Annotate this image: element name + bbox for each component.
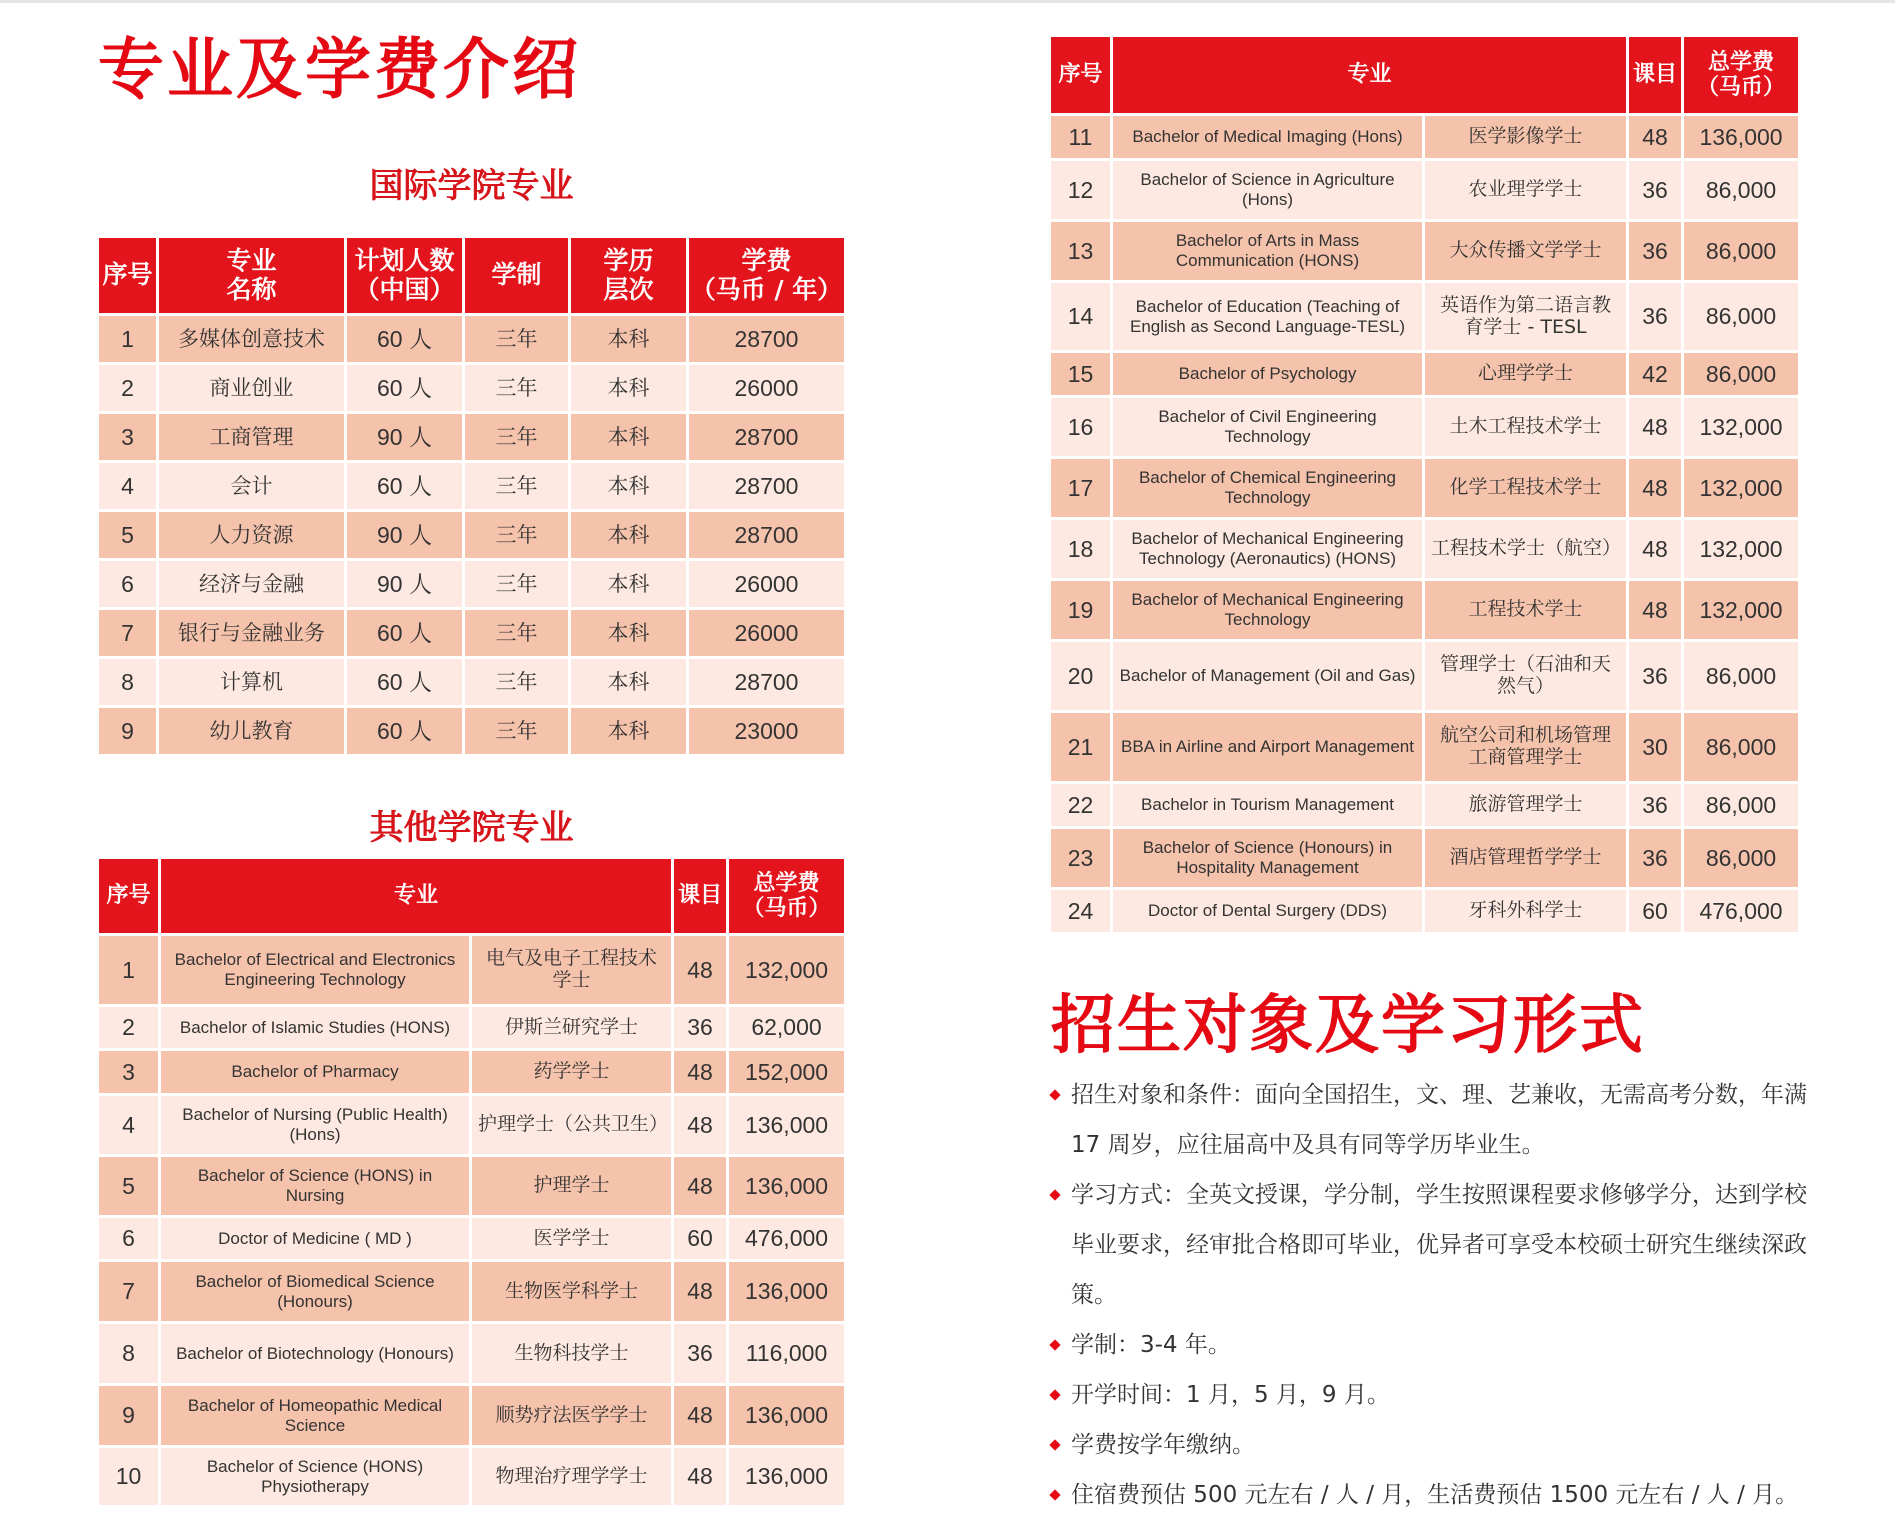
cell-courses: 48: [1629, 520, 1684, 581]
cell-major-en: Doctor of Medicine ( MD ): [161, 1218, 472, 1262]
table-row: [99, 561, 844, 610]
cell-major-en: Bachelor of Education (Teaching of English as Second Language-TESL): [1113, 283, 1425, 353]
cell-courses: 48: [1629, 116, 1684, 161]
cell-major-en: Bachelor of Islamic Studies (HONS): [161, 1007, 472, 1051]
cell-courses: 60: [674, 1218, 729, 1262]
cell-index: 3: [99, 414, 159, 463]
cell-major-cn: 土木工程技术学士: [1425, 398, 1629, 459]
cell-tuition: 28700: [689, 659, 844, 708]
cell-major-en: BBA in Airline and Airport Management: [1113, 713, 1425, 784]
cell-major-name: 计算机: [159, 659, 347, 708]
cell-tuition: 28700: [689, 414, 844, 463]
cell-tuition: 28700: [689, 512, 844, 561]
header-index: 序号: [99, 859, 161, 936]
cell-courses: 36: [1629, 784, 1684, 829]
international-programs-table: [99, 238, 844, 757]
cell-duration: 三年: [465, 708, 571, 757]
admission-item-text: 开学时间：1 月，5 月，9 月。: [1071, 1382, 1390, 1408]
cell-index: 23: [1051, 829, 1113, 890]
cell-total-fee: 136,000: [729, 1157, 844, 1218]
table-row: [1051, 161, 1798, 222]
table-row: [1051, 829, 1798, 890]
cell-total-fee: 136,000: [729, 1448, 844, 1508]
cell-major-en: Doctor of Dental Surgery (DDS): [1113, 890, 1425, 935]
cell-total-fee: 132,000: [729, 936, 844, 1007]
cell-total-fee: 136,000: [729, 1262, 844, 1324]
header-index: 序号: [99, 238, 159, 316]
table-row: [99, 936, 844, 1007]
cell-major-en: Bachelor of Mechanical Engineering Technology: [1113, 581, 1425, 642]
cell-index: 21: [1051, 713, 1113, 784]
cell-major-name: 工商管理: [159, 414, 347, 463]
cell-degree-level: 本科: [571, 316, 689, 365]
admission-item: [1051, 1070, 1811, 1170]
cell-courses: 36: [1629, 642, 1684, 713]
table-row: [99, 1007, 844, 1051]
cell-index: 19: [1051, 581, 1113, 642]
cell-total-fee: 116,000: [729, 1324, 844, 1386]
cell-plan-count: 90 人: [347, 512, 465, 561]
header-total-fee: 总学费 （马币）: [1684, 37, 1798, 116]
bullet-diamond-icon: [1049, 1089, 1060, 1100]
cell-index: 8: [99, 1324, 161, 1386]
cell-total-fee: 86,000: [1684, 283, 1798, 353]
cell-degree-level: 本科: [571, 561, 689, 610]
table-row: [1051, 713, 1798, 784]
cell-major-cn: 工程技术学士: [1425, 581, 1629, 642]
cell-major-en: Bachelor of Electrical and Electronics Engineering Technology: [161, 936, 472, 1007]
cell-duration: 三年: [465, 561, 571, 610]
table-row: [99, 1096, 844, 1157]
cell-major-name: 幼儿教育: [159, 708, 347, 757]
cell-major-name: 会计: [159, 463, 347, 512]
cell-major-cn: 伊斯兰研究学士: [472, 1007, 674, 1051]
cell-plan-count: 60 人: [347, 316, 465, 365]
cell-index: 5: [99, 1157, 161, 1218]
table-row: [99, 463, 844, 512]
cell-plan-count: 60 人: [347, 463, 465, 512]
cell-major-cn: 顺势疗法医学学士: [472, 1386, 674, 1448]
cell-major-en: Bachelor of Nursing (Public Health) (Hons): [161, 1096, 472, 1157]
cell-degree-level: 本科: [571, 610, 689, 659]
table-row: [99, 414, 844, 463]
table-row: [1051, 520, 1798, 581]
cell-index: 14: [1051, 283, 1113, 353]
bullet-diamond-icon: [1049, 1439, 1060, 1450]
cell-tuition: 28700: [689, 463, 844, 512]
bullet-diamond-icon: [1049, 1189, 1060, 1200]
cell-index: 3: [99, 1051, 161, 1096]
admission-item: [1051, 1370, 1811, 1420]
cell-courses: 36: [1629, 161, 1684, 222]
cell-plan-count: 60 人: [347, 659, 465, 708]
admission-item-text: 学习方式：全英文授课，学分制，学生按照课程要求修够学分，达到学校毕业要求，经审批合格即可毕业，优异者可享受本校硕士研究生继续深政策。: [1071, 1182, 1807, 1308]
cell-courses: 48: [1629, 398, 1684, 459]
cell-plan-count: 60 人: [347, 610, 465, 659]
table-row: [99, 708, 844, 757]
cell-major-en: Bachelor of Pharmacy: [161, 1051, 472, 1096]
cell-total-fee: 86,000: [1684, 222, 1798, 283]
cell-courses: 36: [1629, 283, 1684, 353]
cell-courses: 48: [674, 1051, 729, 1096]
cell-total-fee: 86,000: [1684, 829, 1798, 890]
cell-index: 5: [99, 512, 159, 561]
cell-courses: 48: [674, 1262, 729, 1324]
cell-duration: 三年: [465, 463, 571, 512]
table-row: [1051, 459, 1798, 520]
cell-index: 20: [1051, 642, 1113, 713]
cell-major-cn: 药学学士: [472, 1051, 674, 1096]
cell-index: 8: [99, 659, 159, 708]
cell-index: 22: [1051, 784, 1113, 829]
cell-tuition: 28700: [689, 316, 844, 365]
cell-duration: 三年: [465, 365, 571, 414]
cell-major-name: 经济与金融: [159, 561, 347, 610]
cell-major-cn: 医学学士: [472, 1218, 674, 1262]
cell-index: 13: [1051, 222, 1113, 283]
header-plan-count: 计划人数 （中国）: [347, 238, 465, 316]
cell-total-fee: 136,000: [729, 1386, 844, 1448]
cell-index: 24: [1051, 890, 1113, 935]
cell-total-fee: 476,000: [729, 1218, 844, 1262]
cell-major-cn: 心理学学士: [1425, 353, 1629, 398]
header-degree-level: 学历 层次: [571, 238, 689, 316]
cell-index: 12: [1051, 161, 1113, 222]
page-title: 专业及学费介绍: [98, 31, 581, 108]
cell-index: 6: [99, 561, 159, 610]
cell-total-fee: 132,000: [1684, 520, 1798, 581]
cell-index: 7: [99, 1262, 161, 1324]
cell-major-cn: 航空公司和机场管理工商管理学士: [1425, 713, 1629, 784]
cell-index: 1: [99, 316, 159, 365]
cell-index: 2: [99, 365, 159, 414]
cell-degree-level: 本科: [571, 659, 689, 708]
cell-index: 7: [99, 610, 159, 659]
cell-major-en: Bachelor of Chemical Engineering Technology: [1113, 459, 1425, 520]
cell-index: 6: [99, 1218, 161, 1262]
cell-major-cn: 旅游管理学士: [1425, 784, 1629, 829]
cell-major-en: Bachelor of Arts in Mass Communication (HONS): [1113, 222, 1425, 283]
cell-duration: 三年: [465, 512, 571, 561]
cell-duration: 三年: [465, 610, 571, 659]
cell-total-fee: 136,000: [1684, 116, 1798, 161]
cell-index: 9: [99, 1386, 161, 1448]
admission-item-text: 学制：3-4 年。: [1071, 1332, 1231, 1358]
table-header-row: [1051, 37, 1798, 116]
cell-degree-level: 本科: [571, 512, 689, 561]
admission-item: [1051, 1170, 1811, 1320]
bullet-diamond-icon: [1049, 1489, 1060, 1500]
cell-index: 15: [1051, 353, 1113, 398]
cell-index: 11: [1051, 116, 1113, 161]
table-row: [1051, 222, 1798, 283]
cell-courses: 36: [1629, 829, 1684, 890]
table-row: [99, 1324, 844, 1386]
cell-major-en: Bachelor of Medical Imaging (Hons): [1113, 116, 1425, 161]
cell-duration: 三年: [465, 316, 571, 365]
cell-major-cn: 护理学士（公共卫生）: [472, 1096, 674, 1157]
cell-plan-count: 60 人: [347, 708, 465, 757]
cell-courses: 48: [674, 1448, 729, 1508]
cell-total-fee: 86,000: [1684, 161, 1798, 222]
table-row: [99, 1448, 844, 1508]
header-courses: 课目: [1629, 37, 1684, 116]
cell-total-fee: 152,000: [729, 1051, 844, 1096]
cell-plan-count: 90 人: [347, 414, 465, 463]
table-header-row: [99, 859, 844, 936]
other-section-title: 其他学院专业: [369, 808, 574, 848]
cell-major-cn: 酒店管理哲学学士: [1425, 829, 1629, 890]
cell-total-fee: 62,000: [729, 1007, 844, 1051]
cell-index: 4: [99, 463, 159, 512]
other-programs-table: [99, 859, 844, 1508]
cell-plan-count: 60 人: [347, 365, 465, 414]
cell-major-name: 人力资源: [159, 512, 347, 561]
cell-index: 17: [1051, 459, 1113, 520]
table-row: [1051, 116, 1798, 161]
cell-courses: 36: [1629, 222, 1684, 283]
header-index: 序号: [1051, 37, 1113, 116]
table-row: [99, 1386, 844, 1448]
cell-courses: 48: [1629, 459, 1684, 520]
cell-major-en: Bachelor of Science in Agriculture (Hons): [1113, 161, 1425, 222]
cell-total-fee: 86,000: [1684, 784, 1798, 829]
admission-item: [1051, 1470, 1811, 1518]
cell-index: 10: [99, 1448, 161, 1508]
table-row: [99, 659, 844, 708]
international-section-title: 国际学院专业: [369, 166, 574, 206]
cell-major-cn: 工程技术学士（航空）: [1425, 520, 1629, 581]
cell-major-cn: 电气及电子工程技术学士: [472, 936, 674, 1007]
cell-duration: 三年: [465, 414, 571, 463]
table-row: [99, 365, 844, 414]
cell-major-en: Bachelor of Civil Engineering Technology: [1113, 398, 1425, 459]
cell-major-name: 商业创业: [159, 365, 347, 414]
cell-major-cn: 农业理学学士: [1425, 161, 1629, 222]
cell-major-en: Bachelor of Science (HONS) Physiotherapy: [161, 1448, 472, 1508]
cell-total-fee: 132,000: [1684, 459, 1798, 520]
admission-item-text: 住宿费预估 500 元左右 / 人 / 月，生活费预估 1500 元左右 / 人 / 月。: [1071, 1482, 1799, 1508]
cell-degree-level: 本科: [571, 708, 689, 757]
cell-major-cn: 物理治疗理学学士: [472, 1448, 674, 1508]
cell-major-cn: 生物科技学士: [472, 1324, 674, 1386]
cell-degree-level: 本科: [571, 365, 689, 414]
header-major: 专业: [161, 859, 674, 936]
cell-major-en: Bachelor of Homeopathic Medical Science: [161, 1386, 472, 1448]
cell-degree-level: 本科: [571, 463, 689, 512]
cell-courses: 48: [674, 1096, 729, 1157]
admission-item-text: 招生对象和条件：面向全国招生，文、理、艺兼收，无需高考分数，年满 17 周岁，应往届高中及具有同等学历毕业生。: [1071, 1082, 1807, 1158]
cell-index: 16: [1051, 398, 1113, 459]
cell-courses: 48: [674, 936, 729, 1007]
cell-courses: 30: [1629, 713, 1684, 784]
cell-total-fee: 136,000: [729, 1096, 844, 1157]
table-row: [1051, 283, 1798, 353]
cell-duration: 三年: [465, 659, 571, 708]
cell-degree-level: 本科: [571, 414, 689, 463]
cell-major-en: Bachelor of Management (Oil and Gas): [1113, 642, 1425, 713]
table-row: [99, 512, 844, 561]
cell-major-cn: 化学工程技术学士: [1425, 459, 1629, 520]
table-row: [1051, 398, 1798, 459]
admission-item: [1051, 1420, 1811, 1470]
cell-major-cn: 大众传播文学学士: [1425, 222, 1629, 283]
table-row: [1051, 581, 1798, 642]
table-row: [99, 1051, 844, 1096]
table-row: [1051, 784, 1798, 829]
cell-courses: 36: [674, 1324, 729, 1386]
table-row: [99, 1262, 844, 1324]
table-row: [99, 316, 844, 365]
bullet-diamond-icon: [1049, 1389, 1060, 1400]
cell-tuition: 23000: [689, 708, 844, 757]
cell-total-fee: 86,000: [1684, 713, 1798, 784]
cell-index: 4: [99, 1096, 161, 1157]
cell-major-cn: 管理学士（石油和天然气）: [1425, 642, 1629, 713]
cell-total-fee: 86,000: [1684, 642, 1798, 713]
cell-major-en: Bachelor in Tourism Management: [1113, 784, 1425, 829]
cell-courses: 48: [674, 1157, 729, 1218]
cell-major-en: Bachelor of Biomedical Science (Honours): [161, 1262, 472, 1324]
cell-tuition: 26000: [689, 561, 844, 610]
cell-tuition: 26000: [689, 365, 844, 414]
cell-index: 18: [1051, 520, 1113, 581]
cell-index: 1: [99, 936, 161, 1007]
table-row: [1051, 642, 1798, 713]
cell-total-fee: 86,000: [1684, 353, 1798, 398]
bullet-diamond-icon: [1049, 1339, 1060, 1350]
table-row: [99, 610, 844, 659]
header-tuition: 学费 （马币 / 年）: [689, 238, 844, 316]
admission-list: [1051, 1070, 1811, 1518]
table-header-row: [99, 238, 844, 316]
admission-title: 招生对象及学习形式: [1051, 989, 1645, 1063]
table-row: [99, 1157, 844, 1218]
header-major: 专业: [1113, 37, 1629, 116]
cell-index: 9: [99, 708, 159, 757]
table-row: [99, 1218, 844, 1262]
cell-index: 2: [99, 1007, 161, 1051]
cell-courses: 48: [674, 1386, 729, 1448]
header-courses: 课目: [674, 859, 729, 936]
cell-major-en: Bachelor of Science (Honours) in Hospitality Management: [1113, 829, 1425, 890]
cell-tuition: 26000: [689, 610, 844, 659]
cell-major-name: 银行与金融业务: [159, 610, 347, 659]
cell-major-cn: 英语作为第二语言教育学士 - TESL: [1425, 283, 1629, 353]
cell-major-en: Bachelor of Science (HONS) in Nursing: [161, 1157, 472, 1218]
admission-item: [1051, 1320, 1811, 1370]
cell-total-fee: 132,000: [1684, 398, 1798, 459]
cell-major-en: Bachelor of Mechanical Engineering Technology (Aeronautics) (HONS): [1113, 520, 1425, 581]
cell-courses: 42: [1629, 353, 1684, 398]
cell-major-cn: 牙科外科学士: [1425, 890, 1629, 935]
top-divider: [0, 0, 1895, 3]
more-programs-table: [1051, 37, 1798, 935]
cell-major-cn: 医学影像学士: [1425, 116, 1629, 161]
table-row: [1051, 890, 1798, 935]
cell-major-name: 多媒体创意技术: [159, 316, 347, 365]
cell-major-en: Bachelor of Biotechnology (Honours): [161, 1324, 472, 1386]
header-major-name: 专业 名称: [159, 238, 347, 316]
table-row: [1051, 353, 1798, 398]
cell-total-fee: 132,000: [1684, 581, 1798, 642]
cell-plan-count: 90 人: [347, 561, 465, 610]
cell-courses: 48: [1629, 581, 1684, 642]
cell-major-cn: 生物医学科学士: [472, 1262, 674, 1324]
cell-major-en: Bachelor of Psychology: [1113, 353, 1425, 398]
header-duration: 学制: [465, 238, 571, 316]
cell-courses: 60: [1629, 890, 1684, 935]
admission-item-text: 学费按学年缴纳。: [1071, 1432, 1255, 1458]
cell-major-cn: 护理学士: [472, 1157, 674, 1218]
cell-total-fee: 476,000: [1684, 890, 1798, 935]
header-total-fee: 总学费 （马币）: [729, 859, 844, 936]
cell-courses: 36: [674, 1007, 729, 1051]
